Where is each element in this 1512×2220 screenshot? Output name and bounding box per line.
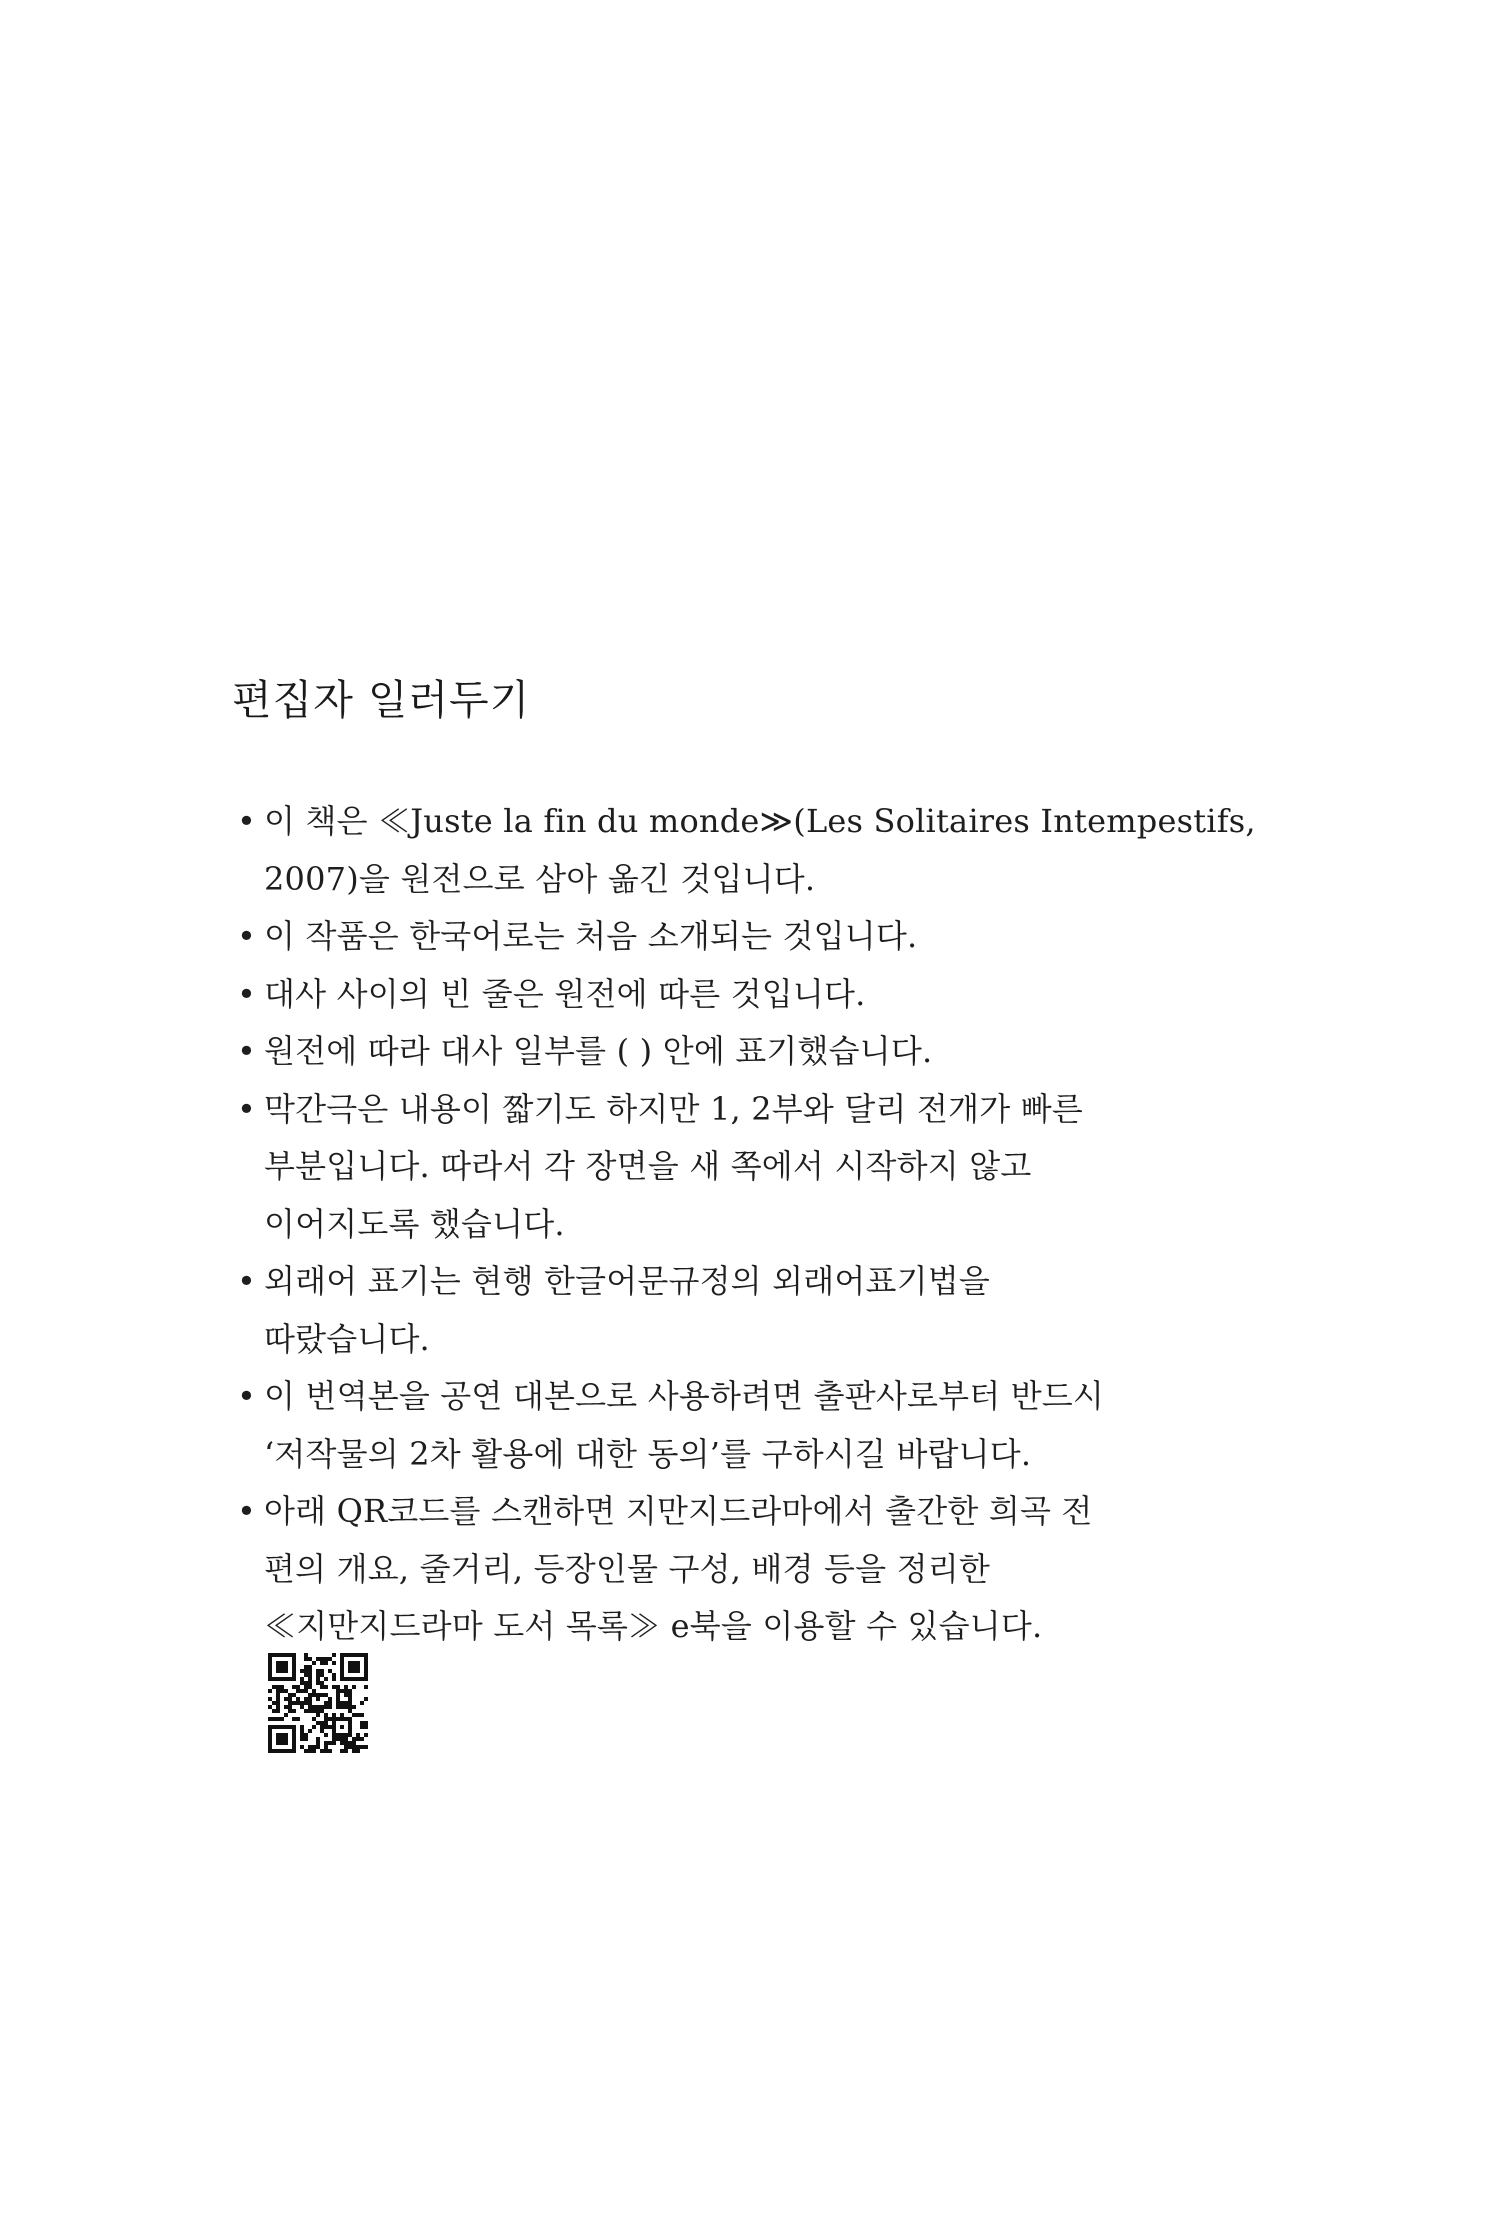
note-item xyxy=(232,908,1292,966)
qr-code-icon[interactable] xyxy=(268,1653,368,1753)
note-item xyxy=(232,1081,1292,1254)
note-line: 아래 QR코드를 스캔하면 지만지드라마에서 출간한 희곡 전 xyxy=(264,1492,1093,1530)
bullet-icon: • xyxy=(237,1089,257,1128)
note-line: 부분입니다. 따라서 각 장면을 새 쪽에서 시작하지 않고 xyxy=(264,1147,1032,1185)
note-item xyxy=(232,793,1292,908)
bullet-icon: • xyxy=(237,1492,257,1530)
note-line: ≪지만지드라마 도서 목록≫ e북을 이용할 수 있습니다. xyxy=(264,1607,1043,1645)
bullet-icon: • xyxy=(237,917,257,955)
notes-title: 편집자 일러두기 xyxy=(232,676,531,724)
note-line: 외래어 표기는 현행 한글어문규정의 외래어표기법을 xyxy=(264,1262,990,1300)
note-line: 대사 사이의 빈 줄은 원전에 따른 것입니다. xyxy=(264,974,866,1013)
note-line: 따랐습니다. xyxy=(264,1319,430,1358)
note-line: 막간극은 내용이 짧기도 하지만 1, 2부와 달리 전개가 빠른 xyxy=(264,1089,1083,1128)
note-item xyxy=(232,966,1292,1024)
note-line: 이어지도록 했습니다. xyxy=(264,1204,565,1243)
bullet-icon: • xyxy=(237,802,257,840)
note-item xyxy=(232,1023,1292,1081)
note-list xyxy=(232,793,1292,1656)
note-line: 편의 개요, 줄거리, 등장인물 구성, 배경 등을 정리한 xyxy=(264,1549,990,1588)
note-item xyxy=(232,1483,1292,1656)
note-line: 2007)을 원전으로 삼아 옮긴 것입니다. xyxy=(264,859,816,898)
bullet-icon: • xyxy=(237,974,257,1013)
bullet-icon: • xyxy=(237,1377,257,1415)
note-item xyxy=(232,1368,1292,1483)
note-line: 원전에 따라 대사 일부를 ( ) 안에 표기했습니다. xyxy=(264,1032,933,1070)
editor-notes xyxy=(232,660,1292,1656)
note-item xyxy=(232,1253,1292,1368)
note-line: 이 작품은 한국어로는 처음 소개되는 것입니다. xyxy=(264,917,918,955)
note-line: 이 번역본을 공연 대본으로 사용하려면 출판사로부터 반드시 xyxy=(264,1377,1105,1415)
note-line: ‘저작물의 2차 활용에 대한 동의’를 구하시길 바랍니다. xyxy=(264,1434,1032,1473)
bullet-icon: • xyxy=(237,1032,257,1070)
bullet-icon: • xyxy=(237,1262,257,1300)
note-line: 이 책은 ≪Juste la fin du monde≫(Les Solitaires Intempestifs, xyxy=(264,802,1256,840)
